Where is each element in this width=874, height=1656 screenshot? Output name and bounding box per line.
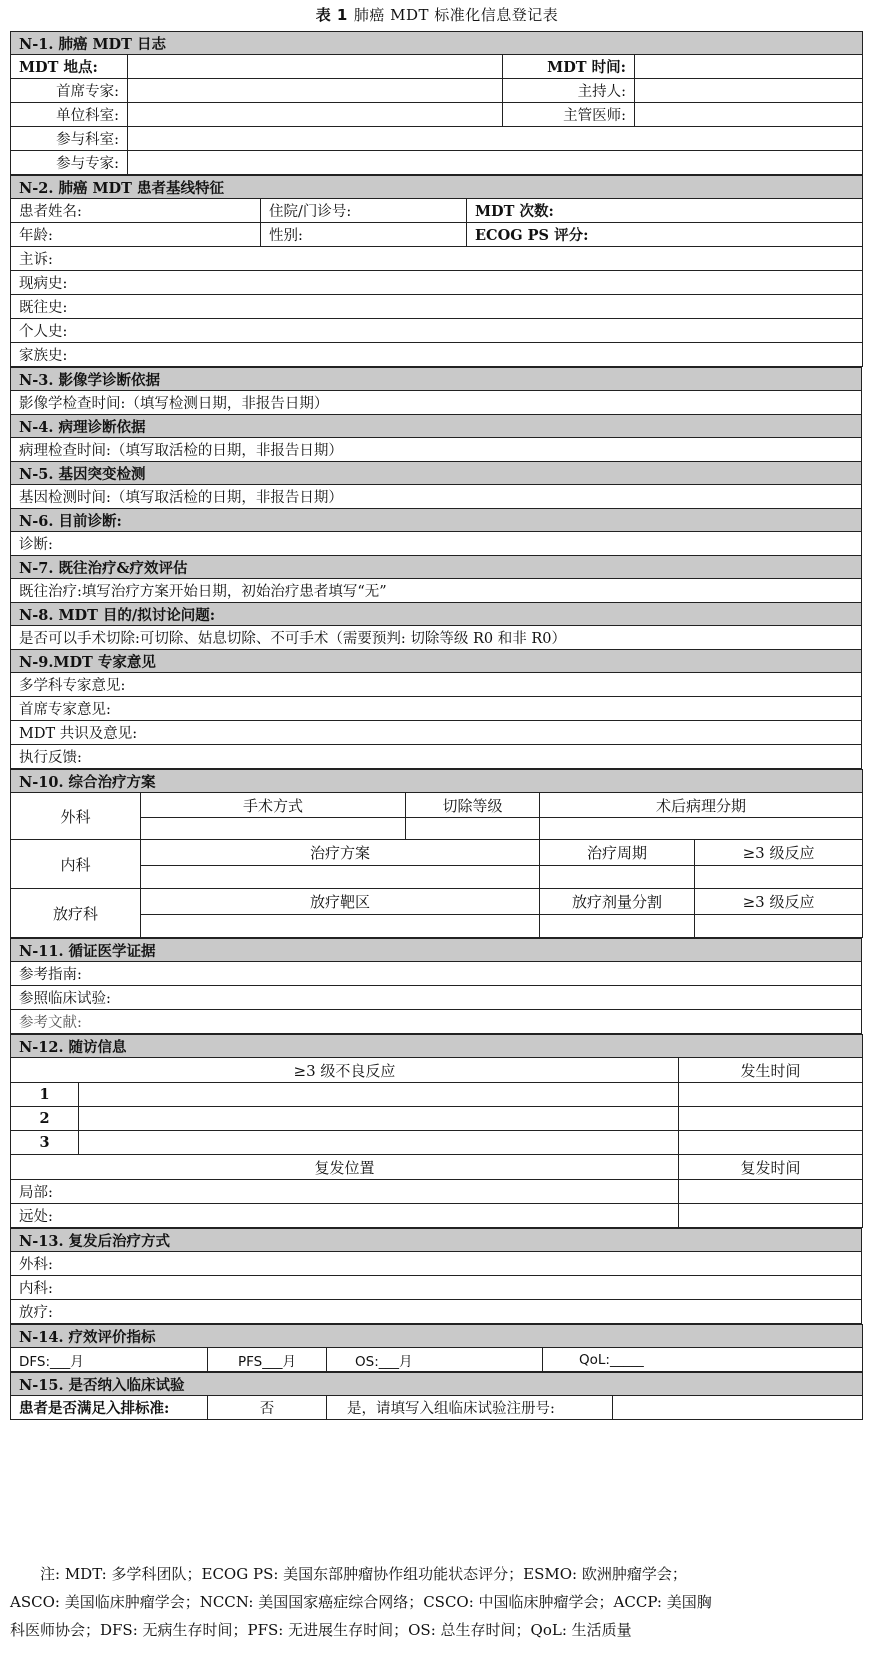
section-n6-header: N-6. 目前诊断: xyxy=(11,509,862,532)
section-n2-header: N-2. 肺癌 MDT 患者基线特征 xyxy=(11,176,863,199)
recurrence-site-header: 复发位置 xyxy=(11,1155,679,1180)
recurrence-time-header: 复发时间 xyxy=(679,1155,863,1180)
adverse-event-field[interactable] xyxy=(79,1083,679,1107)
pfs-field[interactable]: PFS___月 xyxy=(208,1348,327,1372)
pathology-time-label: 病理检查时间: xyxy=(19,443,111,459)
section-n3-n9 xyxy=(10,367,862,769)
diagnosis-field[interactable]: 诊断: xyxy=(11,532,862,556)
mdt-time-field[interactable] xyxy=(635,55,863,79)
occurrence-time-field[interactable] xyxy=(679,1131,863,1155)
section-n8-header: N-8. MDT 目的/拟讨论问题: xyxy=(11,603,862,626)
chief-expert-field[interactable] xyxy=(128,79,503,103)
guideline-field[interactable]: 参考指南: xyxy=(11,962,862,986)
pathology-time-note: （填写取活检的日期，非报告日期） xyxy=(110,443,343,459)
mdt-count-field[interactable]: MDT 次数: xyxy=(467,199,863,223)
gene-test-time-label: 基因检测时间: xyxy=(19,490,111,506)
section-n3-header: N-3. 影像学诊断依据 xyxy=(11,368,862,391)
radio-target-header: 放疗靶区 xyxy=(141,889,540,915)
resectability-field[interactable] xyxy=(11,626,862,650)
footnote-line: ASCO: 美国临床肿瘤学会；NCCN: 美国国家癌症综合网络；CSCO: 中国临床肿瘤学会；ACCP: 美国胸 xyxy=(10,1593,712,1611)
resection-grade-header: 切除等级 xyxy=(406,793,540,818)
section-n12-header: N-12. 随访信息 xyxy=(11,1035,863,1058)
surgery-row-label: 外科 xyxy=(11,793,141,840)
prior-treatment-field[interactable] xyxy=(11,579,862,603)
participating-dept-field[interactable] xyxy=(128,127,863,151)
distant-recurrence-field[interactable]: 远处: xyxy=(11,1204,679,1228)
ecog-field[interactable]: ECOG PS 评分: xyxy=(467,223,863,247)
caption-label: 表 1 xyxy=(315,6,348,24)
treatment-cycle-field[interactable] xyxy=(540,866,695,889)
postop-stage-header: 术后病理分期 xyxy=(540,793,863,818)
local-recurrence-time-field[interactable] xyxy=(679,1180,863,1204)
prior-treatment-label: 既往治疗: xyxy=(19,584,82,600)
clinical-trial-field[interactable]: 参照临床试验: xyxy=(11,986,862,1010)
imaging-time-note: （填写检测日期，非报告日期） xyxy=(125,396,329,412)
adverse-event-header: ≥3 级不良反应 xyxy=(11,1058,679,1083)
footnotes xyxy=(10,1560,862,1644)
occurrence-time-field[interactable] xyxy=(679,1107,863,1131)
resectability-label: 是否可以手术切除: xyxy=(19,631,140,647)
mdt-registration-form xyxy=(10,31,862,1420)
host-field[interactable] xyxy=(635,79,863,103)
attending-doctor-field[interactable] xyxy=(635,103,863,127)
radio-grade3-header: ≥3 级反应 xyxy=(695,889,863,915)
mdt-place-field[interactable] xyxy=(128,55,503,79)
family-history-field[interactable]: 家族史: xyxy=(11,343,863,367)
chief-complaint-field[interactable]: 主诉: xyxy=(11,247,863,271)
patient-name-field[interactable]: 患者姓名: xyxy=(11,199,261,223)
eligibility-yes-option[interactable]: 是，请填写入组临床试验注册号: xyxy=(327,1396,613,1420)
eligibility-no-option[interactable]: 否 xyxy=(208,1396,327,1420)
mdt-consensus-field[interactable]: MDT 共识及意见: xyxy=(11,721,862,745)
chief-expert-label: 首席专家: xyxy=(11,79,128,103)
personal-history-field[interactable]: 个人史: xyxy=(11,319,863,343)
eligibility-label: 患者是否满足入排标准: xyxy=(11,1396,208,1420)
recur-surgery-field[interactable]: 外科: xyxy=(11,1252,862,1276)
medicine-row-label: 内科 xyxy=(11,840,141,889)
multidisciplinary-opinion-field[interactable]: 多学科专家意见: xyxy=(11,673,862,697)
section-n15 xyxy=(10,1372,863,1420)
section-n1-header: N-1. 肺癌 MDT 日志 xyxy=(11,32,863,55)
resectability-note: 可切除、姑息切除、不可手术（需要预判: 切除等级 R0 和非 R0） xyxy=(139,631,566,647)
attending-doctor-label: 主管医师: xyxy=(503,103,635,127)
footnote-line: 注: MDT: 多学科团队；ECOG PS: 美国东部肿瘤协作组功能状态评分；ESMO: 欧洲肿瘤学会； xyxy=(40,1565,687,1583)
distant-recurrence-time-field[interactable] xyxy=(679,1204,863,1228)
mdt-time-label: MDT 时间: xyxy=(503,55,635,79)
postop-stage-field[interactable] xyxy=(540,818,863,840)
surgery-method-header: 手术方式 xyxy=(141,793,406,818)
regimen-header: 治疗方案 xyxy=(141,840,540,866)
chief-opinion-field[interactable]: 首席专家意见: xyxy=(11,697,862,721)
participating-experts-field[interactable] xyxy=(128,151,863,175)
recur-radio-field[interactable]: 放疗: xyxy=(11,1300,862,1324)
adverse-row-number: 2 xyxy=(11,1107,79,1131)
section-n1 xyxy=(10,31,863,175)
occurrence-time-header: 发生时间 xyxy=(679,1058,863,1083)
adverse-row-number: 3 xyxy=(11,1131,79,1155)
present-history-field[interactable]: 现病史: xyxy=(11,271,863,295)
radio-dose-field[interactable] xyxy=(540,915,695,938)
section-n11-header: N-11. 循证医学证据 xyxy=(11,939,862,962)
radio-dose-header: 放疗剂量分割 xyxy=(540,889,695,915)
radio-target-field[interactable] xyxy=(141,915,540,938)
recur-medicine-field[interactable]: 内科: xyxy=(11,1276,862,1300)
section-n15-header: N-15. 是否纳入临床试验 xyxy=(11,1373,863,1396)
section-n5-header: N-5. 基因突变检测 xyxy=(11,462,862,485)
participating-dept-label: 参与科室: xyxy=(11,127,128,151)
reference-field[interactable]: 参考文献: xyxy=(11,1010,862,1034)
grade3-reaction-field[interactable] xyxy=(695,866,863,889)
adverse-event-field[interactable] xyxy=(79,1107,679,1131)
radio-grade3-field[interactable] xyxy=(695,915,863,938)
radiotherapy-row-label: 放疗科 xyxy=(11,889,141,938)
section-n12 xyxy=(10,1034,863,1228)
mdt-place-label: MDT 地点: xyxy=(11,55,128,79)
participating-experts-label: 参与专家: xyxy=(11,151,128,175)
treatment-cycle-header: 治疗周期 xyxy=(540,840,695,866)
section-n9-header: N-9.MDT 专家意见 xyxy=(11,650,862,673)
prior-treatment-note: 填写治疗方案开始日期，初始治疗患者填写“无” xyxy=(81,584,387,600)
adverse-event-field[interactable] xyxy=(79,1131,679,1155)
os-field[interactable]: OS:___月 xyxy=(327,1348,543,1372)
regimen-field[interactable] xyxy=(141,866,540,889)
section-n10-header: N-10. 综合治疗方案 xyxy=(11,770,863,793)
unit-dept-field[interactable] xyxy=(128,103,503,127)
local-recurrence-field[interactable]: 局部: xyxy=(11,1180,679,1204)
dfs-field[interactable]: DFS:___月 xyxy=(11,1348,208,1372)
section-n4-header: N-4. 病理诊断依据 xyxy=(11,415,862,438)
past-history-field[interactable]: 既往史: xyxy=(11,295,863,319)
section-n10 xyxy=(10,769,863,938)
section-n7-header: N-7. 既往治疗&疗效评估 xyxy=(11,556,862,579)
surgery-method-field[interactable] xyxy=(141,818,406,840)
adverse-row-number: 1 xyxy=(11,1083,79,1107)
section-n2 xyxy=(10,175,863,367)
gene-test-time-note: （填写取活检的日期，非报告日期） xyxy=(110,490,343,506)
sex-field[interactable]: 性别: xyxy=(261,223,467,247)
section-n14-header: N-14. 疗效评价指标 xyxy=(11,1325,863,1348)
table-caption xyxy=(0,4,874,25)
occurrence-time-field[interactable] xyxy=(679,1083,863,1107)
execution-feedback-field[interactable]: 执行反馈: xyxy=(11,745,862,769)
pathology-time-field[interactable] xyxy=(11,438,862,462)
section-n13-header: N-13. 复发后治疗方式 xyxy=(11,1229,862,1252)
section-n11 xyxy=(10,938,862,1034)
imaging-time-label: 影像学检查时间: xyxy=(19,396,126,412)
section-n13 xyxy=(10,1228,862,1324)
gene-test-time-field[interactable] xyxy=(11,485,862,509)
hospital-number-field[interactable]: 住院/门诊号: xyxy=(261,199,467,223)
resection-grade-field[interactable] xyxy=(406,818,540,840)
footnote-line: 科医师协会；DFS: 无病生存时间；PFS: 无进展生存时间；OS: 总生存时间；QoL: 生活质量 xyxy=(10,1621,632,1639)
grade3-reaction-header: ≥3 级反应 xyxy=(695,840,863,866)
host-label: 主持人: xyxy=(503,79,635,103)
age-field[interactable]: 年龄: xyxy=(11,223,261,247)
unit-dept-label: 单位科室: xyxy=(11,103,128,127)
imaging-time-field[interactable] xyxy=(11,391,862,415)
qol-field[interactable]: QoL:_____ xyxy=(543,1348,863,1372)
trial-registration-field[interactable] xyxy=(613,1396,863,1420)
caption-title: 肺癌 MDT 标准化信息登记表 xyxy=(353,6,559,24)
section-n14 xyxy=(10,1324,863,1372)
